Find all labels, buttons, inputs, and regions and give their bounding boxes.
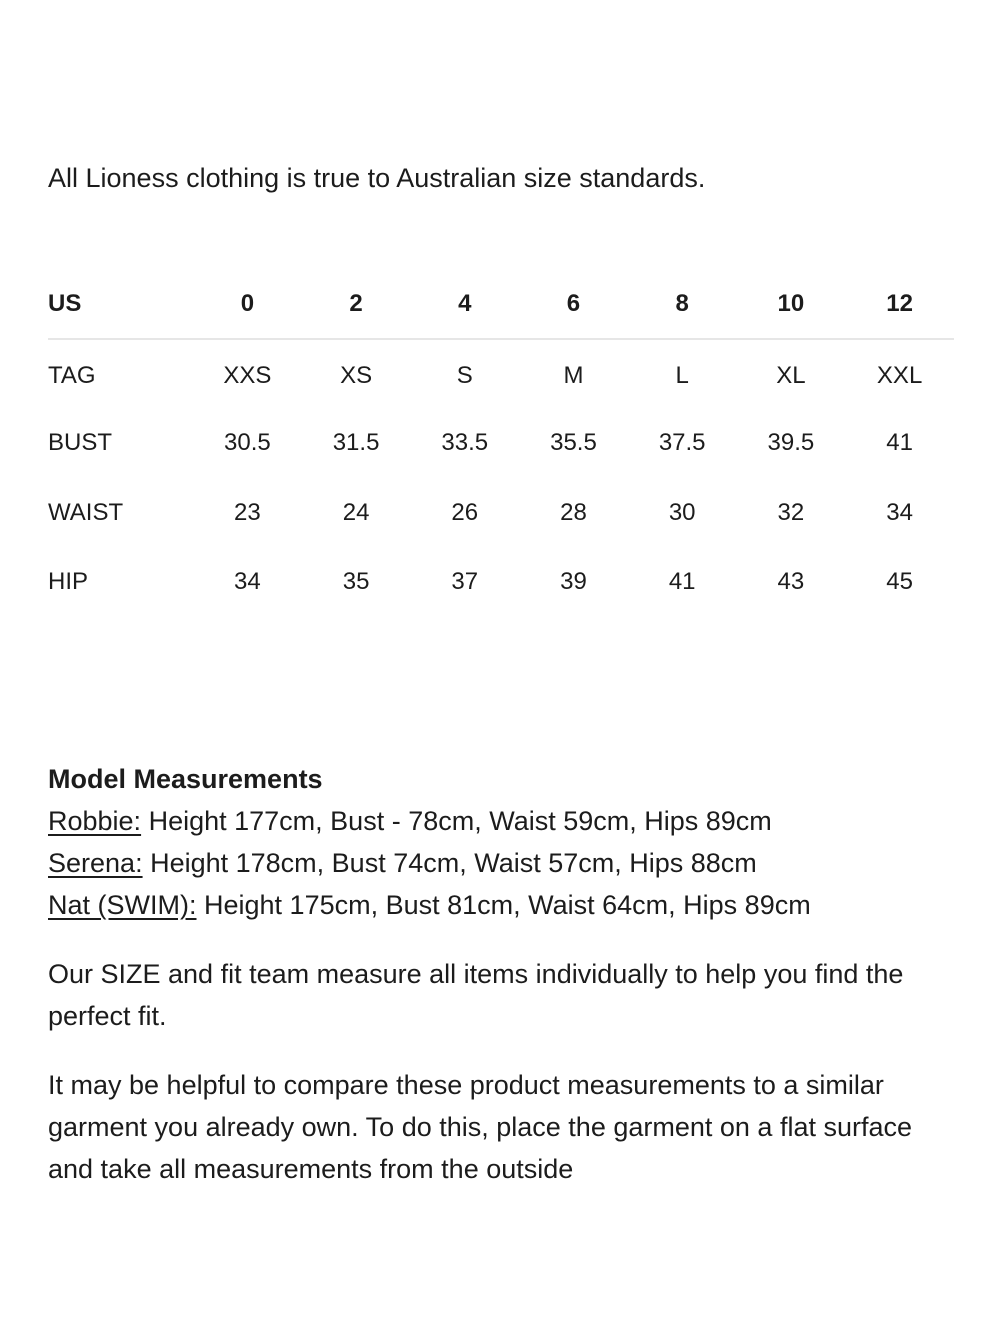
model-details: Height 177cm, Bust - 78cm, Waist 59cm, Hips 89cm [141, 806, 772, 836]
model-measurements-title: Model Measurements [48, 764, 323, 794]
model-name-link[interactable]: Robbie: [48, 806, 142, 836]
model-details: Height 178cm, Bust 74cm, Waist 57cm, Hips 88cm [142, 848, 757, 878]
compare-paragraph-viewport [48, 1064, 968, 1184]
size-table-cell: 41 [886, 429, 913, 457]
size-table-cell: 35 [342, 568, 370, 596]
size-table-row-waist [48, 478, 954, 548]
size-table-cell: 23 [234, 498, 261, 526]
model-line-robbie [48, 800, 954, 842]
size-table-cell: XS [340, 362, 373, 390]
size-table-cell: 34 [886, 498, 913, 526]
size-table-row-label: WAIST [48, 498, 124, 526]
size-table-row-bust [48, 409, 954, 479]
model-name-link[interactable]: Serena: [48, 848, 143, 878]
size-table-row-label: HIP [48, 568, 89, 596]
size-table-cell: M [563, 362, 584, 390]
size-table-cell: 41 [668, 568, 696, 596]
size-table-cell: XL [776, 362, 806, 390]
fit-team-paragraph: Our SIZE and fit team measure all items individually to help you find the perfect fit. [48, 959, 904, 1031]
size-table-header-row [48, 270, 954, 339]
size-table-row-label: TAG [48, 362, 96, 390]
size-table-header-cell: 12 [845, 270, 954, 339]
size-chart-table [48, 270, 954, 617]
size-table-header-cell: 8 [628, 270, 737, 339]
model-name-link[interactable]: Nat (SWIM): [48, 890, 197, 920]
size-table-cell: L [675, 362, 689, 390]
model-line-nat [48, 884, 954, 926]
size-table-cell: 45 [886, 568, 913, 596]
size-table-cell: 26 [451, 498, 479, 526]
size-table-header-cell: 6 [519, 270, 628, 339]
size-table-cell: 39.5 [767, 429, 815, 457]
size-standard-note: All Lioness clothing is true to Australian size standards. [48, 163, 706, 193]
size-table-cell: 30 [668, 498, 696, 526]
model-measurements [48, 758, 954, 926]
size-table-cell: 24 [342, 498, 370, 526]
size-table-cell: 32 [777, 498, 805, 526]
size-table-cell: XXL [876, 362, 923, 390]
size-table-cell: 35.5 [550, 429, 597, 457]
size-table-cell: S [456, 362, 473, 390]
size-table-cell: 37 [451, 568, 479, 596]
size-table-row-label: BUST [48, 429, 113, 457]
size-table-cell: 31.5 [332, 429, 380, 457]
size-table-cell: 43 [777, 568, 805, 596]
size-table-header-cell: 10 [737, 270, 846, 339]
size-table-header-cell: US [48, 270, 193, 339]
size-table-header-cell: 4 [410, 270, 519, 339]
compare-garment-paragraph: It may be helpful to compare these product measurements to a similar garment you already own. To do this, place the garment on a flat surface and take all measurements from the outside [48, 1070, 912, 1184]
size-table-header-cell: 0 [193, 270, 302, 339]
size-table-header-cell: 2 [302, 270, 411, 339]
size-table-cell: 28 [560, 498, 587, 526]
size-table-cell: 39 [560, 568, 587, 596]
size-table-cell: XXS [223, 362, 272, 390]
size-table-row-tag [48, 339, 954, 409]
size-table-cell: 37.5 [658, 429, 706, 457]
size-table-cell: 34 [234, 568, 261, 596]
size-table-row-hip [48, 548, 954, 618]
size-table-cell: 30.5 [224, 429, 271, 457]
size-table-cell: 33.5 [441, 429, 489, 457]
model-details: Height 175cm, Bust 81cm, Waist 64cm, Hips 89cm [196, 890, 811, 920]
model-line-serena [48, 842, 954, 884]
